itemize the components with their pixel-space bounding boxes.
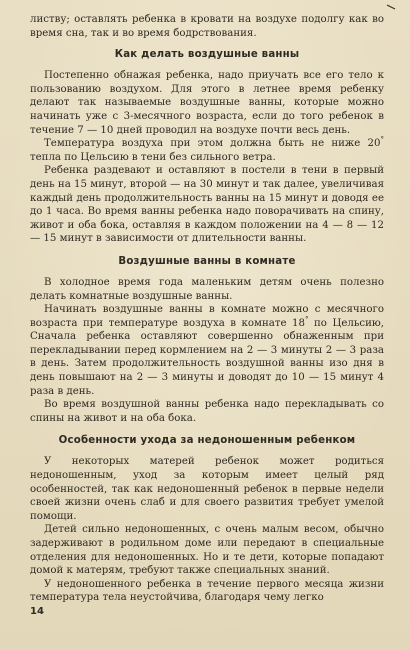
- section-heading-room-baths: Воздушные ванны в комнате: [118, 255, 296, 267]
- paragraph-room-baths-1: В холодное время года маленьким детям очень полезно делать комнатные воздушные ванны.: [30, 276, 384, 302]
- paragraph-air-baths-1: Постепенно обнажая ребенка, надо приучать все его тело к пользованию воздухом. Для этого в летнее время ребенку делают так называемые воздушные ванны, которые можно начинать уже с 3-месячного возраста, если до того ребенок в течение 7 — 10 дней проводил на воздухе почти весь день.: [30, 70, 384, 136]
- degree-sign: °: [305, 315, 309, 324]
- paragraph-room-baths-2-text: Начинать воздушные ванны в комнате можно с месячного возраста при температуре воздуха в комнате 18: [30, 304, 384, 329]
- paragraph-premature-2: Детей сильно недоношенных, с очень малым весом, обычно задерживают в родильном доме или передают в специальные отделения для недоношенных. Но и те дети, которые попадают домой к матерям, требуют также специальных знаний.: [30, 524, 384, 577]
- paragraph-air-baths-2-text: Температура воздуха при этом должна быть не ниже 20: [44, 138, 381, 150]
- paragraph-air-baths-3: Ребенка раздевают и оставляют в постели в тени в первый день на 15 минут, второй — на 30 минут и так далее, увеличивая каждый день продолжительность ванны на 15 минут и доводя ее до 1 часа. Во время ванны ребенка надо поворачивать на спину, живот и оба бока, оставляя в каждом положении на 4 — 8 — 12 — 15 минут в зависимости от длительности ванны.: [30, 165, 384, 245]
- paragraph-air-baths-2-text-end: тепла по Цельсию в тени без сильного ветра.: [30, 151, 276, 163]
- degree-sign: °: [380, 135, 384, 144]
- section-heading-air-baths: Как делать воздушные ванны: [114, 49, 300, 61]
- page-number: 14: [30, 606, 44, 617]
- paragraph-room-baths-3: Во время воздушной ванны ребенка надо перекладывать со спины на живот и на оба бока.: [30, 399, 384, 424]
- corner-ink-mark: [386, 4, 396, 10]
- paragraph-premature-3: У недоношенного ребенка в течение первого месяца жизни температура тела неустойчива, благодаря чему легко: [30, 578, 384, 604]
- paragraph-room-baths-2-text-end: по Цельсию, Сначала ребенка оставляют совершенно обнаженным при перекладывании перед кормлением на 2 — 3 минуты 2 — 3 раза в день. Затем продолжительность воздушной ванны изо дня в день повышают на 2 — 3 минуты и доводят до 10 — 15 минут 4 раза в день.: [30, 317, 384, 397]
- intro-paragraph: листву; оставлять ребенка в кровати на воздухе подолгу как во время сна, так и во время бодрствования.: [30, 14, 384, 39]
- paragraph-premature-1: У некоторых матерей ребенок может родиться недоношенным, уход за которым имеет целый ряд особенностей, так как недоношенный ребенок в первые недели своей жизни очень слаб и для своего развития требует умелой помощи.: [30, 456, 384, 522]
- section-heading-premature-care: Особенности ухода за недоношенным ребенком: [58, 435, 356, 447]
- paragraph-air-baths-2: [30, 137, 384, 164]
- paragraph-room-baths-2: [30, 303, 384, 398]
